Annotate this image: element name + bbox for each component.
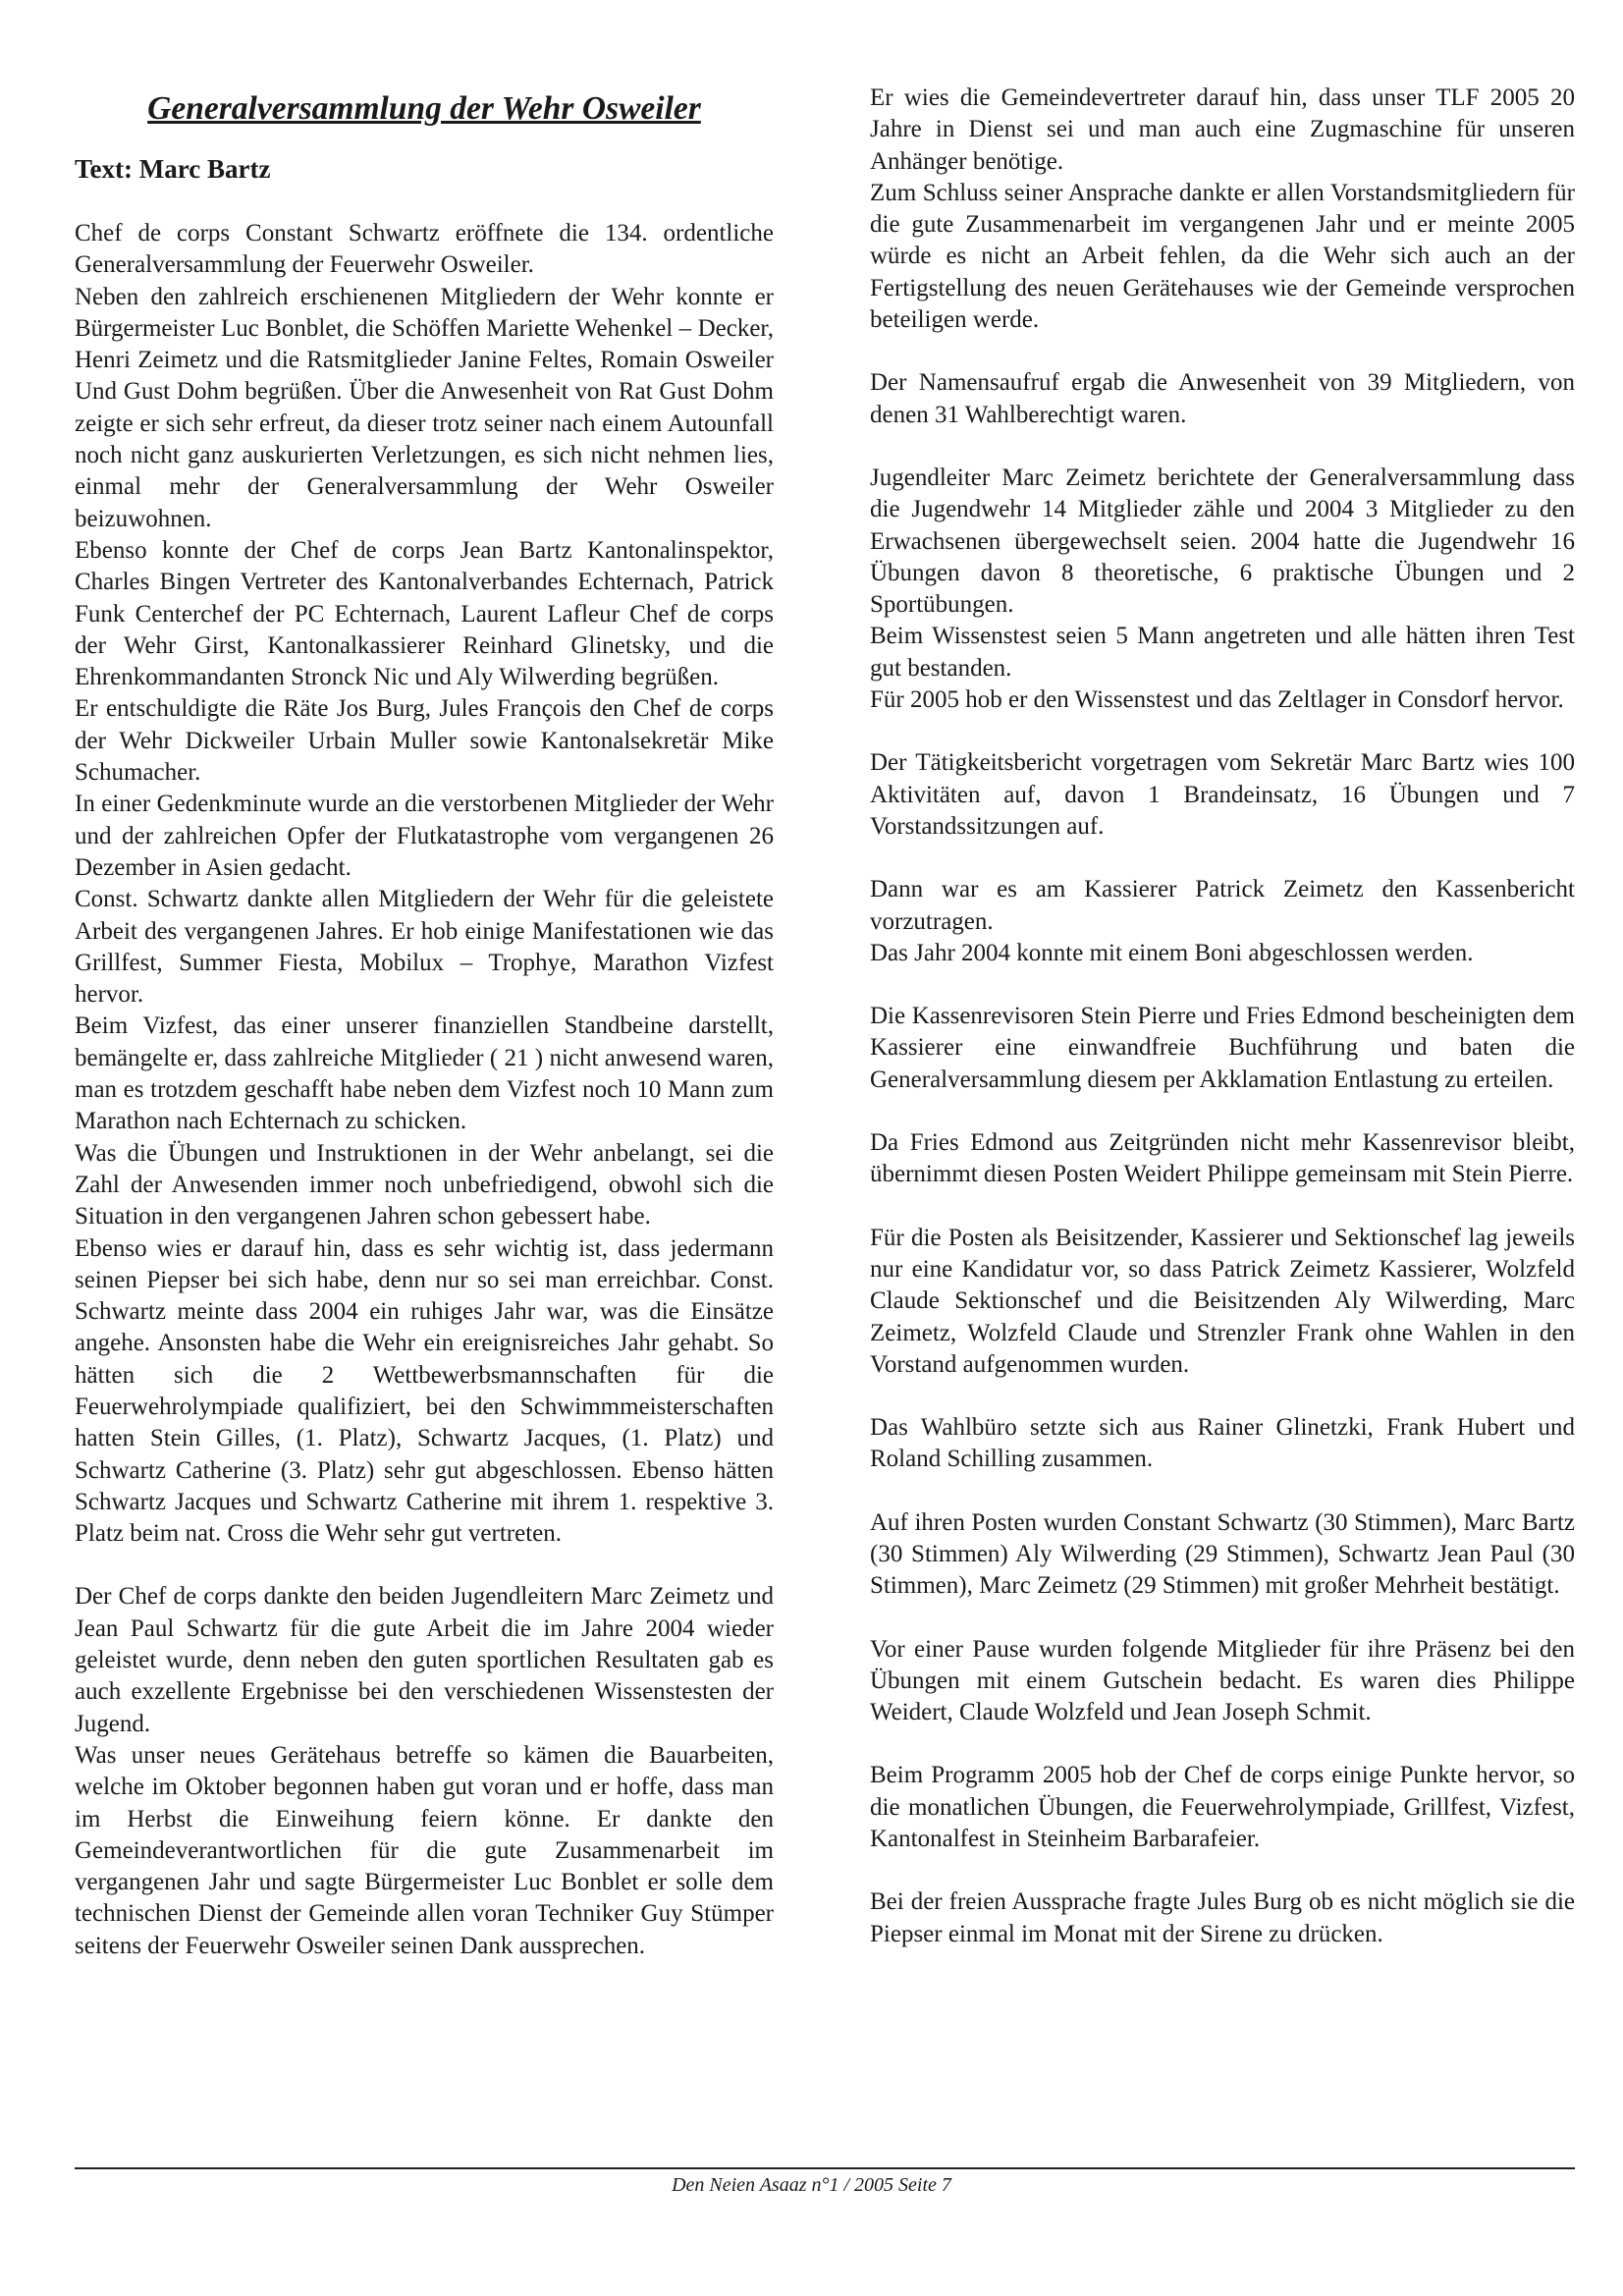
paragraph: Er wies die Gemeindevertreter darauf hin, dass unser TLF 2005 20 Jahre in Dienst sei und man auch eine Zugmaschine für unseren Anhänger benötige. bbox=[870, 84, 1575, 175]
paragraph: Bei der freien Aussprache fragte Jules Burg ob es nicht möglich sie die Piepser einmal im Monat mit der Sirene zu drücken. bbox=[870, 1888, 1575, 1947]
right-column bbox=[870, 82, 1575, 1950]
paragraph: Ebenso konnte der Chef de corps Jean Bartz Kantonalinspektor, Charles Bingen Vertreter des Kantonalverbandes Echternach, Patrick Funk Centerchef der PC Echternach, Laurent Lafleur Chef de corps der Wehr Girst, Kantonalkassierer Reinhard Glinetsky, und die Ehrenkommandanten Stronck Nic und Aly Wilwerding begrüßen. bbox=[75, 536, 774, 691]
paragraph: Const. Schwartz dankte allen Mitgliedern der Wehr für die geleistete Arbeit des vergangenen Jahres. Er hob einige Manifestationen wie das Grillfest, Summer Fiesta, Mobilux – Trophye, Marathon Vizfest hervor. bbox=[75, 886, 774, 1009]
article-byline: Text: Marc Bartz bbox=[75, 154, 271, 184]
paragraph: Da Fries Edmond aus Zeitgründen nicht mehr Kassenrevisor bleibt, übernimmt diesen Posten Weidert Philippe gemeinsam mit Stein Pierre. bbox=[870, 1129, 1575, 1188]
paragraph: Jugendleiter Marc Zeimetz berichtete der Generalversammlung dass die Jugendwehr 14 Mitglieder zähle und 2004 3 Mitglieder zu den Erwachsenen übergewechselt seien. 2004 hatte die Jugendwehr 16 Übungen davon 8 theoretische, 6 praktische Übungen und 2 Sportübungen. bbox=[870, 464, 1575, 619]
paragraph: Er entschuldigte die Räte Jos Burg, Jules François den Chef de corps der Wehr Dickweiler Urbain Muller sowie Kantonalsekretär Mike Schumacher. bbox=[75, 695, 774, 787]
paragraph: Vor einer Pause wurden folgende Mitglieder für ihre Präsenz bei den Übungen mit einem Gutschein bedacht. Es waren dies Philippe Weidert, Claude Wolzfeld und Jean Joseph Schmit. bbox=[870, 1635, 1575, 1726]
paragraph: Beim Vizfest, das einer unserer finanziellen Standbeine darstellt, bemängelte er, dass zahlreiche Mitglieder ( 21 ) nicht anwesend waren, man es trotzdem geschafft habe neben dem Vizfest noch 10 Mann zum Marathon nach Echternach zu schicken. bbox=[75, 1012, 774, 1135]
page-footer: Den Neien Asaaz n°1 / 2005 Seite 7 bbox=[672, 2174, 951, 2196]
paragraph: Der Chef de corps dankte den beiden Jugendleitern Marc Zeimetz und Jean Paul Schwartz für die gute Arbeit die im Jahre 2004 wieder geleistet wurde, denn neben den guten sportlichen Resultaten gab es auch exzellente Ergebnisse bei den verschiedenen Wissenstesten der Jugend. bbox=[75, 1583, 774, 1737]
paragraph: Ebenso wies er darauf hin, dass es sehr wichtig ist, dass jedermann seinen Piepser bei sich habe, denn nur so sei man erreichbar. Const. Schwartz meinte dass 2004 ein ruhiges Jahr war, was die Einsätze angehe. Ansonsten habe die Wehr ein ereignisreiches Jahr gehabt. So hätten sich die 2 Wettbewerbsmannschaften für die Feuerwehrolympiade qualifiziert, bei den Schwimmmeisterschaften hatten Stein Gilles, (1. Platz), Schwartz Jacques, (1. Platz) und Schwartz Catherine (3. Platz) sehr gut abgeschlossen. Ebenso hätten Schwartz Jacques und Schwartz Catherine mit ihrem 1. respektive 3. Platz beim nat. Cross die Wehr sehr gut vertreten. bbox=[75, 1234, 774, 1548]
paragraph: Was unser neues Gerätehaus betreffe so kämen die Bauarbeiten, welche im Oktober begonnen haben gut voran und er hoffe, dass man im Herbst die Einweihung feiern könne. Er dankte den Gemeindeverantwortlichen für die gute Zusammenarbeit im vergangenen Jahr und sagte Bürgermeister Luc Bonblet er solle dem technischen Dienst der Gemeinde allen voran Techniker Guy Stümper seitens der Feuerwehr Osweiler seinen Dank aussprechen. bbox=[75, 1741, 774, 1959]
paragraph: Neben den zahlreich erschienenen Mitgliedern der Wehr konnte er Bürgermeister Luc Bonblet, die Schöffen Mariette Wehenkel – Decker, Henri Zeimetz und die Ratsmitglieder Janine Feltes, Romain Osweiler Und Gust Dohm begrüßen. Über die Anwesenheit von Rat Gust Dohm zeigte er sich sehr erfreut, da dieser trotz seiner nach einem Autounfall noch nicht ganz auskurierten Verletzungen, es sich nicht nehmen lies, einmal mehr der Generalversammlung der Wehr Osweiler beizuwohnen. bbox=[75, 283, 774, 532]
paragraph: Auf ihren Posten wurden Constant Schwartz (30 Stimmen), Marc Bartz (30 Stimmen) Aly Wilwerding (29 Stimmen), Schwartz Jean Paul (30 Stimmen), Marc Zeimetz (29 Stimmen) mit großer Mehrheit bestätigt. bbox=[870, 1508, 1575, 1600]
paragraph: Zum Schluss seiner Ansprache dankte er allen Vorstandsmitgliedern für die gute Zusammenarbeit im vergangenen Jahr und er meinte 2005 würde es nicht an Arbeit fehlen, da die Wehr sich auch an der Fertigstellung des neuen Gerätehauses wie der Gemeinde versprochen beteiligen werde. bbox=[870, 179, 1575, 334]
paragraph: Für die Posten als Beisitzender, Kassierer und Sektionschef lag jeweils nur eine Kandidatur vor, so dass Patrick Zeimetz Kassierer, Wolzfeld Claude Sektionschef und die Beisitzenden Aly Wilwerding, Marc Zeimetz, Wolzfeld Claude und Strenzler Frank ohne Wahlen in den Vorstand aufgenommen wurden. bbox=[870, 1224, 1575, 1378]
footer-divider bbox=[75, 2167, 1575, 2169]
paragraph: Der Namensaufruf ergab die Anwesenheit von 39 Mitgliedern, von denen 31 Wahlberechtigt waren. bbox=[870, 369, 1575, 428]
left-column bbox=[75, 86, 774, 1962]
paragraph: Chef de corps Constant Schwartz eröffnete die 134. ordentliche Generalversammlung der Feuerwehr Osweiler. bbox=[75, 220, 774, 279]
paragraph: Das Wahlbüro setzte sich aus Rainer Glinetzki, Frank Hubert und Roland Schilling zusammen. bbox=[870, 1414, 1575, 1473]
paragraph: Die Kassenrevisoren Stein Pierre und Fries Edmond bescheinigten dem Kassierer eine einwandfreie Buchführung und baten die Generalversammlung diesem per Akklamation Entlastung zu erteilen. bbox=[870, 1003, 1575, 1093]
paragraph: Beim Programm 2005 hob der Chef de corps einige Punkte hervor, so die monatlichen Übungen, die Feuerwehrolympiade, Grillfest, Vizfest, Kantonalfest in Steinheim Barbarafeier. bbox=[870, 1762, 1575, 1853]
paragraph: Für 2005 hob er den Wissenstest und das Zeltlager in Consdorf hervor. bbox=[870, 686, 1564, 714]
paragraph: Der Tätigkeitsbericht vorgetragen vom Sekretär Marc Bartz wies 100 Aktivitäten auf, davon 1 Brandeinsatz, 16 Übungen und 7 Vorstandssitzungen auf. bbox=[870, 749, 1575, 840]
article-title: Generalversammlung der Wehr Osweiler bbox=[147, 90, 701, 127]
paragraph: Was die Übungen und Instruktionen in der Wehr anbelangt, sei die Zahl der Anwesenden immer noch unbefriedigend, obwohl sich die Situation in den vergangenen Jahren schon gebessert habe. bbox=[75, 1139, 774, 1230]
paragraph: Beim Wissenstest seien 5 Mann angetreten und alle hätten ihren Test gut bestanden. bbox=[870, 623, 1575, 682]
paragraph: Dann war es am Kassierer Patrick Zeimetz den Kassenbericht vorzutragen. bbox=[870, 876, 1575, 935]
paragraph: In einer Gedenkminute wurde an die verstorbenen Mitglieder der Wehr und der zahlreichen Opfer der Flutkatastrophe vom vergangenen 26 Dezember in Asien gedacht. bbox=[75, 791, 774, 881]
paragraph: Das Jahr 2004 konnte mit einem Boni abgeschlossen werden. bbox=[870, 939, 1474, 966]
